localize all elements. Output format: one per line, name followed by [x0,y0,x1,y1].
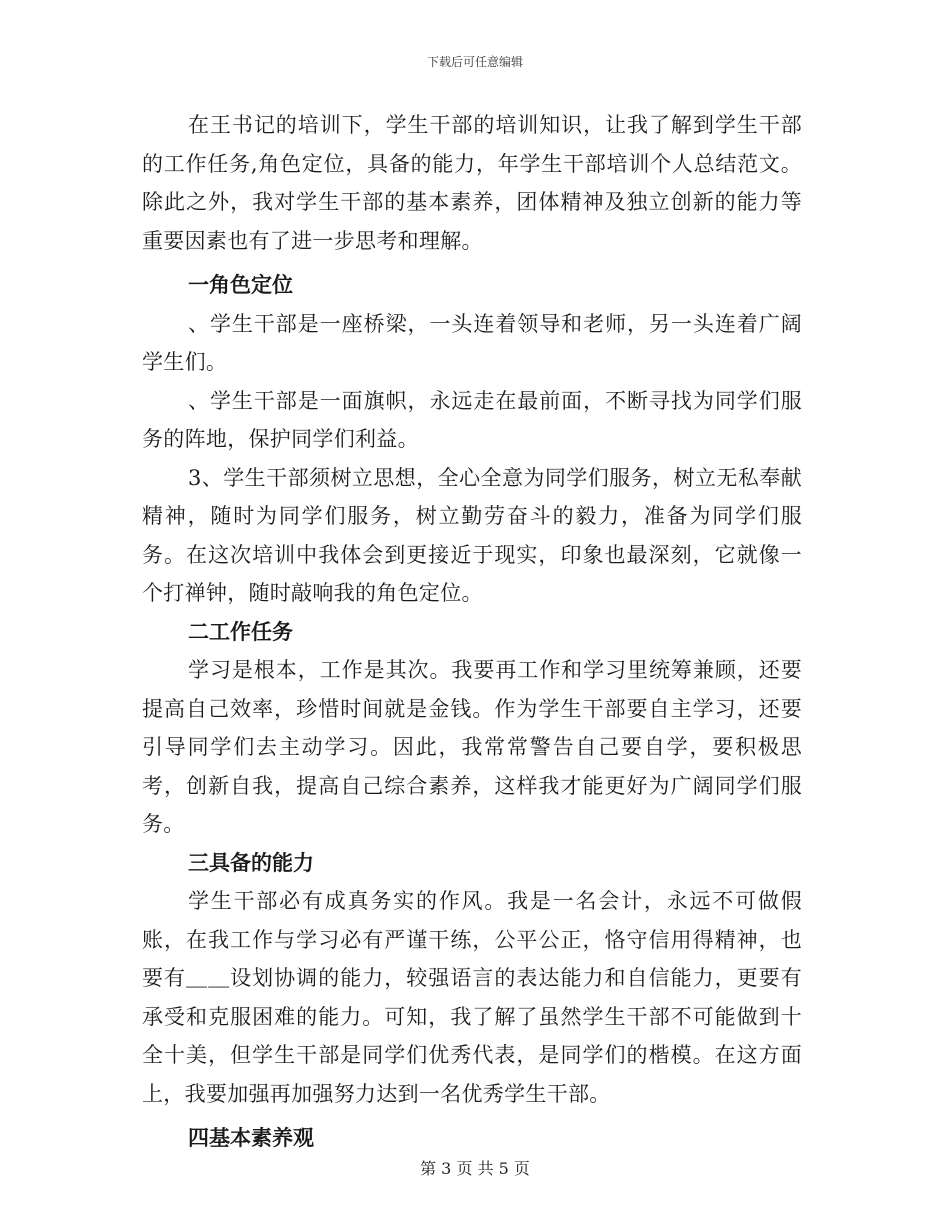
document-body [142,106,802,1158]
section-heading-tasks: 二工作任务 [188,619,293,644]
page-footer: 第 3 页 共 5 页 [420,1159,530,1178]
section-heading-qualities: 四基本素养观 [188,1126,314,1150]
tasks-paragraph: 学习是根本，工作是其次。我要再工作和学习里统筹兼顾，还要提高自己效率，珍惜时间就是金钱。作为学生干部要自主学习，还要引导同学们去主动学习。因此，我常常警告自己要自学，要积极思考，创新自我，提高自己综合素养，这样我才能更好为广阔同学们服务。 [142,658,802,836]
role-paragraph-3: 3、学生干部须树立思想，全心全意为同学们服务，树立无私奉献精神，随时为同学们服务，树立勤劳奋斗的毅力，准备为同学们服务。在这次培训中我体会到更接近于现实，印象也最深刻，它就像一个打禅钟，随时敲响我的角色定位。 [142,465,802,605]
role-paragraph-2: 、学生干部是一面旗帜，永远走在最前面，不断寻找为同学们服务的阵地，保护同学们利益。 [142,388,802,451]
intro-paragraph: 在王书记的培训下，学生干部的培训知识，让我了解到学生干部的工作任务,角色定位，具备的能力，年学生干部培训个人总结范文。除此之外，我对学生干部的基本素养，团体精神及独立创新的能力等重要因素也有了进一步思考和理解。 [142,113,802,253]
section-heading-role: 一角色定位 [188,273,293,297]
role-paragraph-1: 、学生干部是一座桥梁，一头连着领导和老师，另一头连着广阔学生们。 [142,311,802,374]
abilities-paragraph: 学生干部必有成真务实的作风。我是一名会计，永远不可做假账，在我工作与学习必有严谨干练，公平公正，恪守信用得精神，也要有＿＿设划协调的能力，较强语言的表达能力和自信能力，更要有承受和克服困难的能力。可知，我了解了虽然学生干部不可能做到十全十美，但学生干部是同学们优秀代表，是同学们的楷模。在这方面上，我要加强再加强努力达到一名优秀学生干部。 [142,889,802,1106]
section-heading-abilities: 三具备的能力 [188,850,314,875]
page-header: 下载后可任意编辑 [426,55,523,69]
